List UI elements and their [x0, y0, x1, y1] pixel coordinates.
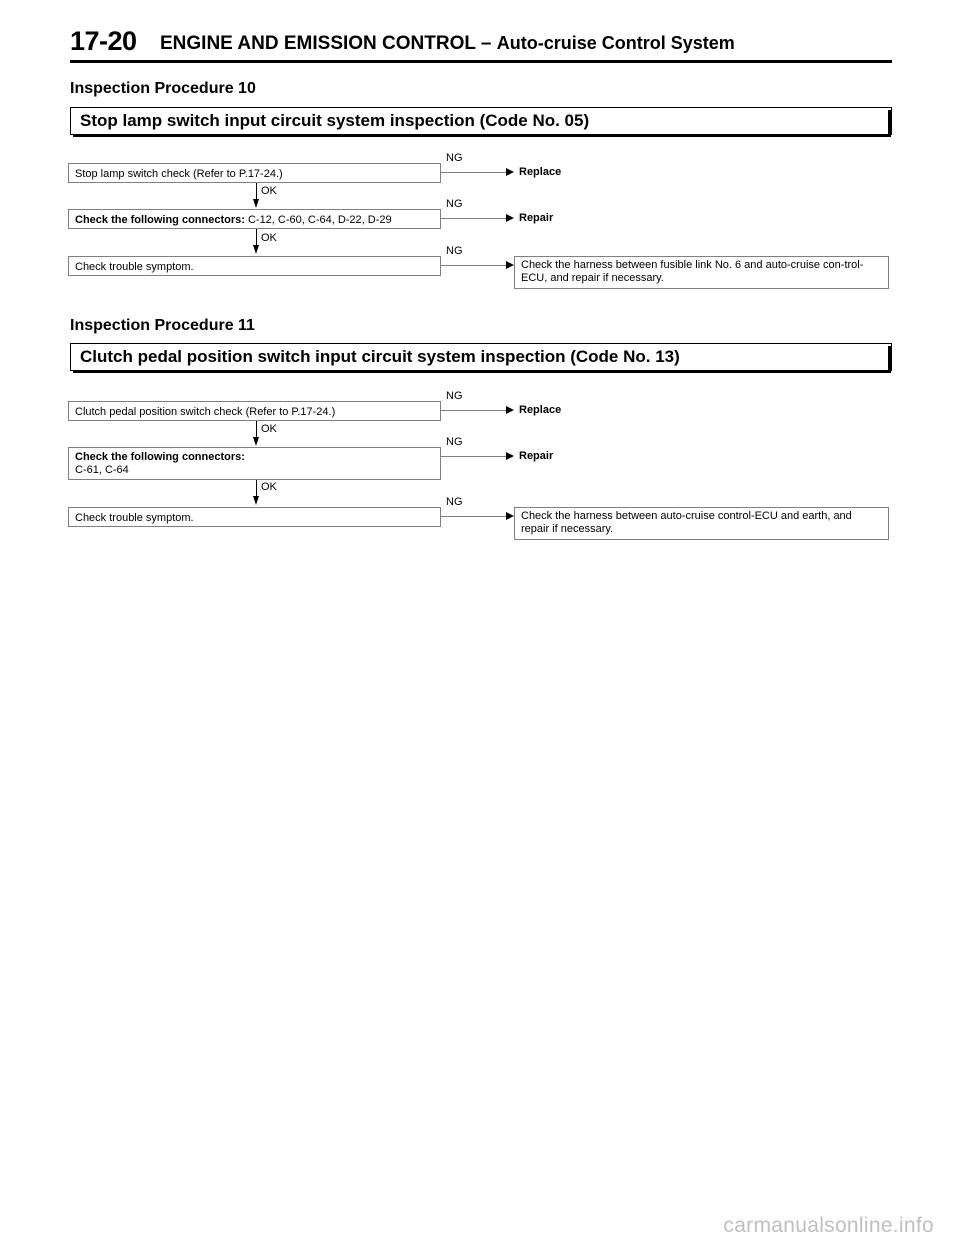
arrow-down-icon [253, 437, 259, 446]
check-box: Stop lamp switch check (Refer to P.17-24.) [68, 163, 441, 183]
ng-connector [441, 218, 507, 219]
procedure-title: Inspection Procedure 10 [70, 80, 256, 97]
ng-connector [441, 516, 507, 517]
check-box: Clutch pedal position switch check (Refer to P.17-24.) [68, 401, 441, 421]
result-box: Check the harness between fusible link No. 6 and auto-cruise con-trol-ECU, and repair if necessary. [514, 256, 889, 289]
ng-label: NG [446, 496, 463, 508]
check-box: Check the following connectors: C-12, C-60, C-64, D-22, D-29 [68, 209, 441, 229]
arrow-down-icon [253, 199, 259, 208]
arrow-down-icon [253, 496, 259, 505]
header-subtitle: Auto-cruise Control System [496, 33, 735, 53]
header-rule [70, 60, 892, 63]
page-header [160, 33, 735, 55]
ok-label: OK [261, 185, 277, 197]
result-text: Repair [519, 212, 554, 224]
ng-connector [441, 172, 507, 173]
ng-connector [441, 410, 507, 411]
ok-connector [256, 229, 257, 246]
ok-label: OK [261, 423, 277, 435]
ok-connector [256, 183, 257, 200]
result-text: Repair [519, 450, 554, 462]
result-box: Check the harness between auto-cruise control-ECU and earth, and repair if necessary. [514, 507, 889, 540]
header-title: ENGINE AND EMISSION CONTROL [160, 33, 476, 54]
ng-label: NG [446, 436, 463, 448]
ng-label: NG [446, 152, 463, 164]
check-box: Check trouble symptom. [68, 256, 441, 276]
ng-connector [441, 456, 507, 457]
page-number: 17-20 [70, 26, 137, 56]
ng-connector [441, 265, 507, 266]
check-box: Check trouble symptom. [68, 507, 441, 527]
arrow-right-icon [506, 261, 514, 269]
ok-label: OK [261, 232, 277, 244]
arrow-right-icon [506, 168, 514, 176]
header-separator: – [480, 33, 492, 54]
procedure-banner: Clutch pedal position switch input circuit system inspection (Code No. 13) [70, 343, 892, 371]
procedure-title: Inspection Procedure 11 [70, 317, 255, 334]
watermark-text: carmanualsonline.info [723, 1214, 934, 1237]
ng-label: NG [446, 390, 463, 402]
ok-label: OK [261, 481, 277, 493]
ok-connector [256, 421, 257, 438]
check-box: Check the following connectors: C-61, C-64 [68, 447, 441, 480]
arrow-right-icon [506, 452, 514, 460]
procedure-banner: Stop lamp switch input circuit system inspection (Code No. 05) [70, 107, 892, 135]
ng-label: NG [446, 198, 463, 210]
arrow-down-icon [253, 245, 259, 254]
arrow-right-icon [506, 406, 514, 414]
arrow-right-icon [506, 512, 514, 520]
ok-connector [256, 480, 257, 497]
arrow-right-icon [506, 214, 514, 222]
ng-label: NG [446, 245, 463, 257]
result-text: Replace [519, 166, 562, 178]
result-text: Replace [519, 404, 562, 416]
